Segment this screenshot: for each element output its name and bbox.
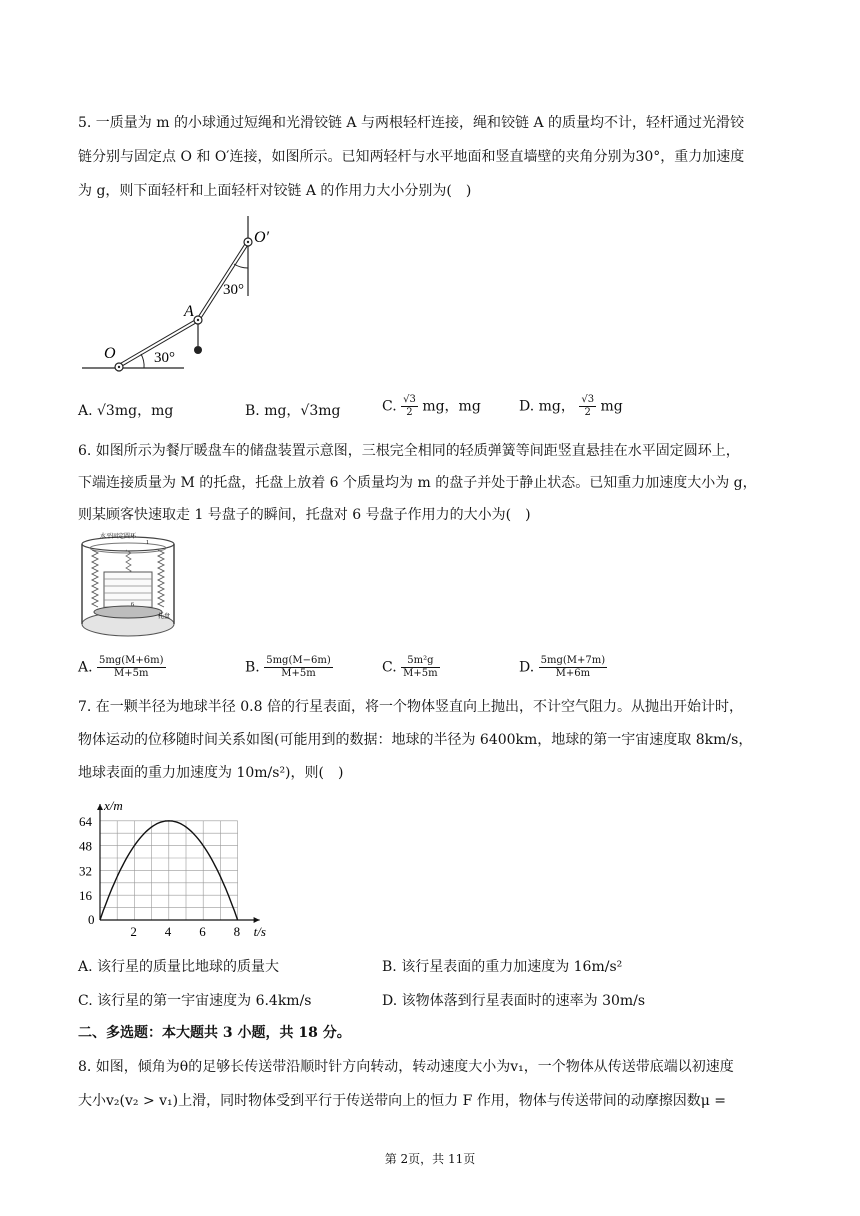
q6-option-d[interactable] bbox=[519, 655, 607, 680]
y-axis-label: x/m bbox=[104, 798, 123, 813]
q7-option-b[interactable]: B. 该行星表面的重力加速度为 16m/s² bbox=[382, 959, 623, 975]
x-tick-label: 4 bbox=[164, 924, 172, 939]
q5-option-d-prefix: D. mg， bbox=[519, 398, 575, 415]
q5-option-c[interactable] bbox=[382, 394, 481, 419]
y-axis-arrow bbox=[97, 804, 103, 810]
x-tick-label: 6 bbox=[199, 924, 206, 939]
q6-option-a-fraction bbox=[97, 655, 166, 680]
q6-option-c-num: 5m²g bbox=[401, 655, 439, 668]
y-tick-label: 16 bbox=[79, 888, 92, 904]
q5-option-a[interactable]: A. √3mg，mg bbox=[78, 403, 174, 419]
q5-label-A: A bbox=[184, 303, 194, 320]
page-footer: 第 2页，共 11页 bbox=[384, 1152, 476, 1166]
q7-option-d[interactable]: D. 该物体落到行星表面时的速率为 30m/s bbox=[382, 993, 646, 1009]
q6-option-c-den: M+5m bbox=[403, 668, 438, 679]
q5-option-d-den: 2 bbox=[584, 407, 591, 418]
q5-line-2: 链分别与固定点 O 和 O′连接，如图所示。已知两轻杆与水平地面和竖直墙壁的夹角分别为30°，重力加速度 bbox=[78, 149, 745, 165]
q7-line-1: 7. 在一颗半径为地球半径 0.8 倍的行星表面，将一个物体竖直向上抛出，不计空气阻力。从抛出开始计时， bbox=[78, 699, 743, 715]
q6-option-c-fraction bbox=[401, 655, 439, 680]
q6-line-2: 下端连接质量为 M 的托盘，托盘上放着 6 个质量均为 m 的盘子并处于静止状态。已知重力加速度大小为 g， bbox=[78, 475, 757, 491]
q8-line-1: 8. 如图，倾角为θ的足够长传送带沿顺时针方向转动，转动速度大小为v₁，一个物体从传送带底端以初速度 bbox=[78, 1059, 734, 1075]
y-tick-label: 48 bbox=[79, 838, 92, 854]
q6-figure bbox=[76, 532, 186, 640]
q5-option-c-fraction bbox=[401, 394, 418, 419]
q6-line-3: 则某顾客快速取走 1 号盘子的瞬间，托盘对 6 号盘子作用力的大小为( ) bbox=[78, 507, 531, 523]
q7-line-3: 地球表面的重力加速度为 10m/s²)，则( ) bbox=[78, 765, 344, 781]
q6-option-d-den: M+6m bbox=[555, 668, 591, 679]
x-axis-label: t/s bbox=[253, 924, 266, 939]
origin-label: 0 bbox=[88, 912, 95, 927]
q5-line-3: 为 g，则下面轻杆和上面轻杆对铰链 A 的作用力大小分别为( ) bbox=[78, 183, 472, 199]
q6-option-b-num: 5mg(M−6m) bbox=[266, 655, 331, 666]
q6-option-a-den: M+5m bbox=[114, 668, 149, 679]
q5-option-c-den: 2 bbox=[406, 407, 413, 418]
x-tick-label: 2 bbox=[130, 924, 137, 939]
q6-option-c[interactable] bbox=[382, 655, 440, 680]
q6-option-d-num: 5mg(M+7m) bbox=[540, 655, 606, 666]
q5-figure bbox=[78, 212, 288, 378]
x-tick-label: 8 bbox=[233, 924, 241, 939]
q5-angle-lower: 30° bbox=[154, 350, 175, 366]
y-tick-label: 32 bbox=[79, 863, 92, 879]
q6-tray-label: 托盘 bbox=[158, 614, 171, 620]
q6-plate-1-label: 1 bbox=[146, 540, 149, 546]
q7-xt-chart bbox=[76, 796, 286, 946]
q6-option-b-prefix: B. bbox=[245, 659, 260, 676]
q6-option-b-fraction bbox=[264, 655, 333, 680]
q6-option-b[interactable] bbox=[245, 655, 333, 680]
q5-option-b[interactable]: B. mg，√3mg bbox=[245, 403, 341, 419]
q6-option-a-num: 5mg(M+6m) bbox=[99, 655, 164, 666]
q6-option-a-prefix: A. bbox=[78, 659, 93, 676]
section-multiple-choice-heading: 二、多选题：本大题共 3 小题，共 18 分。 bbox=[78, 1025, 351, 1041]
q5-option-d[interactable] bbox=[519, 394, 623, 419]
q5-option-c-num: √3 bbox=[403, 394, 416, 405]
q5-option-d-suffix: mg bbox=[600, 398, 623, 415]
q7-option-a[interactable]: A. 该行星的质量比地球的质量大 bbox=[78, 959, 280, 975]
q5-option-d-fraction bbox=[579, 394, 596, 419]
q6-plate-6-label: 6 bbox=[131, 602, 134, 608]
q7-line-2: 物体运动的位移随时间关系如图(可能用到的数据：地球的半径为 6400km，地球的第一宇宙速度取 8km/s， bbox=[78, 732, 753, 748]
x-axis-arrow bbox=[254, 917, 260, 923]
q5-line-1: 5. 一质量为 m 的小球通过短绳和光滑铰链 A 与两根轻杆连接，绳和铰链 A 的质量均不计，轻杆通过光滑铰 bbox=[78, 115, 745, 131]
q6-ring-label: 水平固定圆环 bbox=[100, 534, 137, 540]
q6-option-b-den: M+5m bbox=[281, 668, 316, 679]
q6-option-a[interactable] bbox=[78, 655, 166, 680]
q6-option-d-prefix: D. bbox=[519, 659, 535, 676]
q6-line-1: 6. 如图所示为餐厅暖盘车的储盘装置示意图，三根完全相同的轻质弹簧等间距竖直悬挂在水平固定圆环上， bbox=[78, 443, 740, 459]
y-tick-label: 64 bbox=[79, 813, 92, 829]
q5-angle-upper: 30° bbox=[223, 282, 244, 298]
q5-option-c-suffix: mg，mg bbox=[422, 398, 481, 415]
q8-line-2: 大小v₂(v₂ > v₁)上滑，同时物体受到平行于传送带向上的恒力 F 作用，物体与传送带间的动摩擦因数μ = bbox=[78, 1093, 727, 1109]
q5-option-c-prefix: C. bbox=[382, 398, 397, 415]
q6-option-c-prefix: C. bbox=[382, 659, 397, 676]
q6-option-d-fraction bbox=[539, 655, 608, 680]
q5-option-d-num: √3 bbox=[581, 394, 595, 405]
q7-option-c[interactable]: C. 该行星的第一宇宙速度为 6.4km/s bbox=[78, 993, 312, 1009]
q5-label-Oprime: O′ bbox=[254, 229, 270, 246]
q5-label-O: O bbox=[104, 345, 116, 362]
